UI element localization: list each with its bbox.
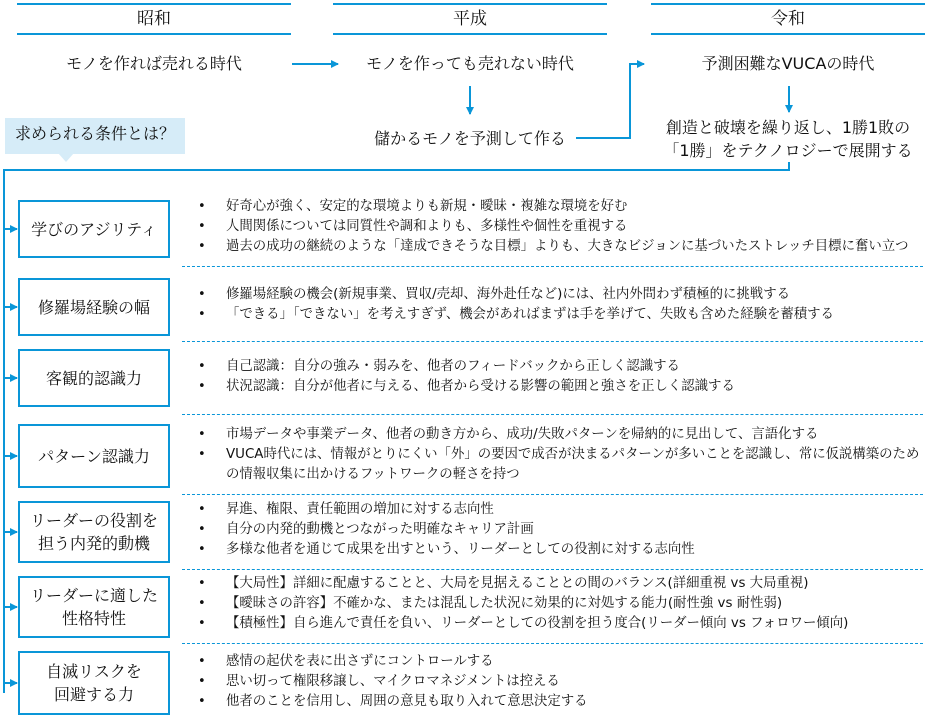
bullet-item: • 自分の内発的動機とつながった明確なキャリア計画 (190, 520, 922, 540)
bullet-item: • 状況認識：自分が他者に与える、他者から受ける影響の範囲と強さを正しく認識する (190, 377, 922, 397)
reiwa-strategy-line-2: 「1勝」をテクノロジーで展開する (663, 141, 913, 160)
category-label-line: 回避する力 (53, 685, 134, 704)
category-box-3 (18, 349, 170, 407)
bullet-item: • VUCA時代には、情報がとりにくい「外」の要因で成否が決まるパターンが多いことを認識し、常に仮説構築のための情報収集に出かけるフットワークの軽さを持つ (190, 445, 922, 485)
bullet-item: • 昇進、権限、責任範囲の増加に対する志向性 (190, 500, 922, 520)
bullet-item: • 修羅場経験の機会(新規事業、買収/売却、海外赴任など)には、社内外問わず積極的に挑戦する (190, 285, 922, 305)
category-box-7 (18, 651, 170, 715)
separator (182, 266, 923, 267)
category-label: 学びのアジリティ (31, 219, 157, 239)
bullet-item: • 人間関係については同質性や調和よりも、多様性や個性を重視する (190, 217, 922, 237)
bullet-item: • 多様な他者を通じて成果を出すという、リーダーとしての役割に対する志向性 (190, 540, 922, 560)
category-label-line: 自滅リスクを (46, 662, 142, 681)
bullet-item: • 思い切って権限移譲し、マイクロマネジメントは控える (190, 672, 922, 692)
bullet-item: • 自己認識：自分の強み・弱みを、他者のフィードバックから正しく認識する (190, 357, 922, 377)
conditions-callout: 求められる条件とは？ (5, 118, 185, 154)
bullet-item: • 感情の起伏を表に出さずにコントロールする (190, 652, 922, 672)
separator (182, 341, 923, 342)
separator (182, 643, 923, 644)
category-label: パターン認識力 (38, 446, 150, 466)
category-2-bullets (190, 285, 922, 325)
reiwa-strategy-line-1: 創造と破壊を繰り返し、1勝1敗の (665, 118, 911, 137)
era-header-reiwa: 令和 (651, 3, 925, 35)
bullet-item: • 【大局性】詳細に配慮することと、大局を見据えることとの間のバランス(詳細重視 vs 大局重視) (190, 574, 922, 594)
arrow-heisei-reiwa (576, 64, 640, 138)
category-box-6 (18, 576, 170, 638)
category-7-bullets (190, 652, 922, 712)
category-6-bullets (190, 574, 922, 634)
category-box-1 (18, 200, 170, 258)
category-box-2 (18, 278, 170, 336)
category-label-line: 性格特性 (61, 609, 126, 628)
category-5-bullets (190, 500, 922, 560)
bullet-item: • 他者のことを信用し、周囲の意見も取り入れて意思決定する (190, 692, 922, 712)
category-label-line: 担う内発的動機 (37, 534, 150, 553)
heisei-era-text: モノを作っても売れない時代 (366, 54, 574, 73)
bullet-item: • 「できる」「できない」を考えすぎず、機会があればまずは手を挙げて、失敗も含めた経験を蓄積する (190, 305, 922, 325)
category-label-line: リーダーの役割を (29, 511, 158, 530)
reiwa-era-text: 予測困難なVUCAの時代 (701, 54, 875, 73)
showa-era-text: モノを作れば売れる時代 (66, 54, 242, 73)
bullet-item: • 過去の成功の継続のような「達成できそうな目標」よりも、大きなビジョンに基づいたストレッチ目標に奮い立つ (190, 237, 922, 257)
bullet-item: • 【積極性】自ら進んで責任を負い、リーダーとしての役割を担う度合(リーダー傾向 vs フォロワー傾向) (190, 614, 922, 634)
category-3-bullets (190, 357, 922, 397)
category-label-line: リーダーに適した (29, 586, 158, 605)
era-header-showa: 昭和 (17, 3, 291, 35)
category-label: 客観的認識力 (45, 368, 142, 388)
separator (182, 414, 923, 415)
category-1-bullets (190, 197, 922, 257)
category-box-4 (18, 424, 170, 488)
separator (182, 569, 923, 570)
era-header-heisei: 平成 (333, 3, 607, 35)
category-label: 修羅場経験の幅 (37, 297, 150, 317)
bullet-item: • 好奇心が強く、安定的な環境よりも新規・曖昧・複雑な環境を好む (190, 197, 922, 217)
bullet-item: • 【曖昧さの許容】不確かな、または混乱した状況に効果的に対処する能力(耐性強 vs 耐性弱) (190, 594, 922, 614)
category-box-5 (18, 501, 170, 563)
separator (182, 494, 923, 495)
bullet-item: • 市場データや事業データ、他者の動き方から、成功/失敗パターンを帰納的に見出して、言語化する (190, 425, 922, 445)
callout-tail (58, 153, 74, 162)
category-4-bullets (190, 425, 922, 485)
heisei-strategy-text: 儲かるモノを予測して作る (374, 129, 566, 148)
